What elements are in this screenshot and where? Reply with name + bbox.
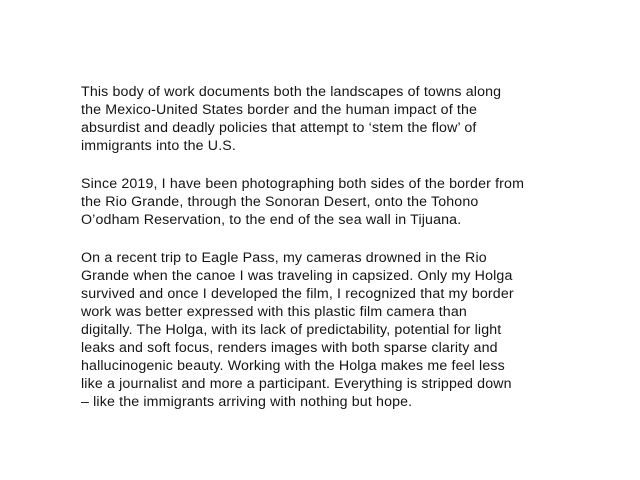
- text-line: the Rio Grande, through the Sonoran Desert, onto the Tohono: [81, 194, 479, 210]
- text-line: the Mexico-United States border and the human impact of the: [81, 102, 478, 118]
- paragraph-since-2019: [81, 175, 581, 229]
- text-line: O’odham Reservation, to the end of the sea wall in Tijuana.: [81, 212, 462, 228]
- paragraph-eagle-pass: [81, 249, 581, 411]
- paragraph-intro: [81, 83, 581, 155]
- text-line: absurdist and deadly policies that attempt to ‘stem the flow’ of: [81, 120, 477, 136]
- text-line: leaks and soft focus, renders images with both sparse clarity and: [81, 340, 498, 356]
- text-line: hallucinogenic beauty. Working with the Holga makes me feel less: [81, 358, 505, 374]
- text-line: immigrants into the U.S.: [81, 138, 236, 154]
- text-line: work was better expressed with this plastic film camera than: [81, 304, 467, 320]
- artist-statement: [81, 83, 581, 431]
- text-line: This body of work documents both the landscapes of towns along: [81, 84, 502, 100]
- text-line: survived and once I developed the film, I recognized that my border: [81, 286, 514, 302]
- text-line: like a journalist and more a participant. Everything is stripped down: [81, 376, 512, 392]
- text-line: Since 2019, I have been photographing both sides of the border from: [81, 176, 525, 192]
- text-line: digitally. The Holga, with its lack of predictability, potential for light: [81, 322, 502, 338]
- text-line: Grande when the canoe I was traveling in capsized. Only my Holga: [81, 268, 513, 284]
- text-line: On a recent trip to Eagle Pass, my cameras drowned in the Rio: [81, 250, 487, 266]
- text-line: – like the immigrants arriving with nothing but hope.: [81, 394, 413, 410]
